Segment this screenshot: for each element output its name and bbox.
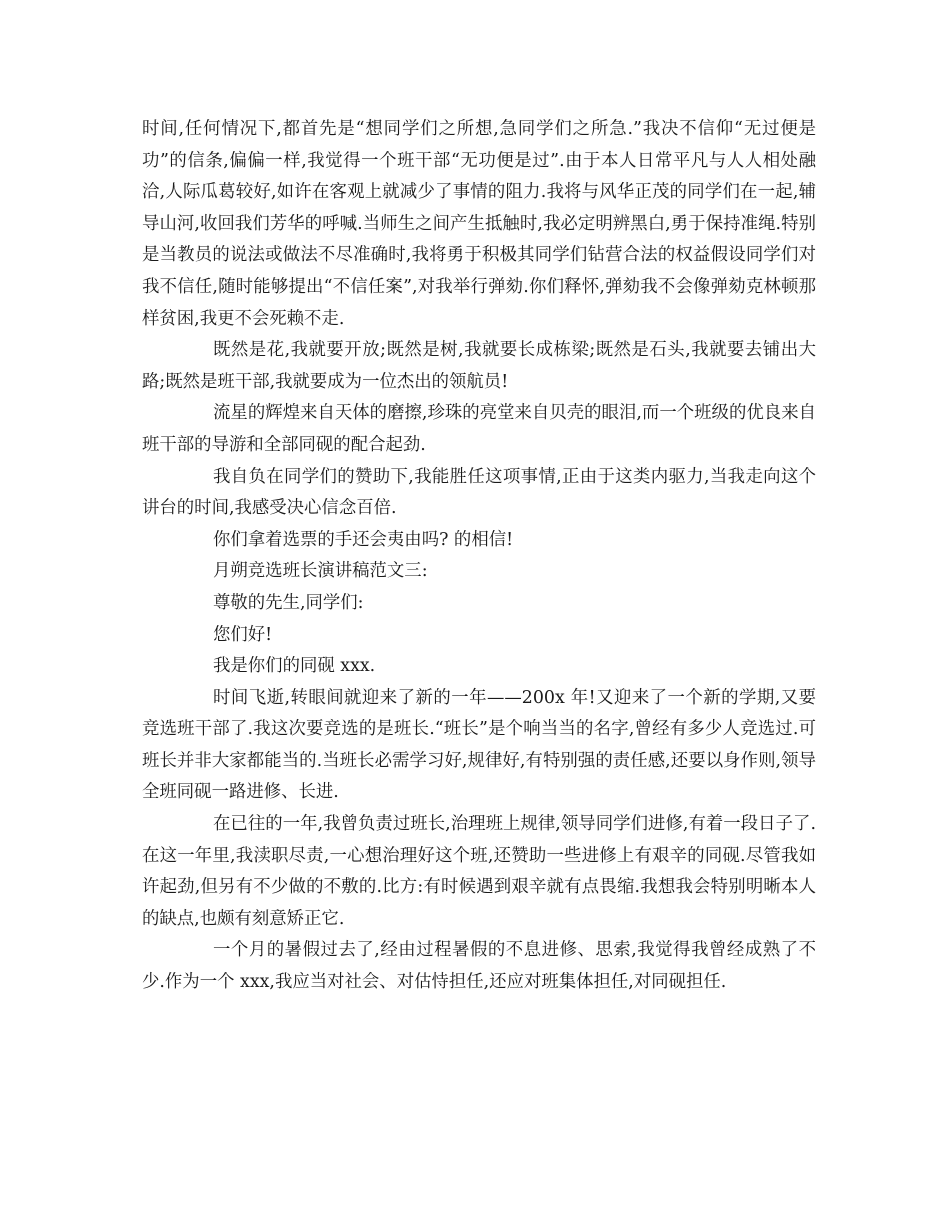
paragraph-new-year: 时间飞逝,转眼间就迎来了新的一年——200x 年!又迎来了一个新的学期,又要竞选班干部了.我这次要竞选的是班长.“班长”是个响当当的名字,曾经有多少人竞选过.可班长并非大家都能当的.当班长必需学习好,规律好,有特别强的责任感,还要以身作则,领导全班同砚一路进修、长进. — [142, 687, 816, 803]
paragraph-meteor: 流星的辉煌来自天体的磨擦,珍珠的亮堂来自贝壳的眼泪,而一个班级的优良来自班干部的导游和全部同砚的配合起劲. — [142, 403, 816, 455]
greeting: 您们好! — [213, 624, 273, 645]
paragraph-past-year: 在已往的一年,我曾负责过班长,治理班上规律,领导同学们进修,有着一段日子了.在这一年里,我渎职尽责,一心想治理好这个班,还赞助一些进修上有艰辛的同砚.尽管我如许起劲,但另有不少做的不敷的.比方:有时候遇到艰辛就有点畏缩.我想我会特别明晰本人的缺点,也颇有刻意矫正它. — [142, 814, 816, 929]
self-introduction: 我是你们的同砚 xxx. — [213, 656, 376, 677]
paragraph-continuation: 时间,任何情况下,都首先是“想同学们之所想,急同学们之所急.”我决不信仰“无过便是功”的信条,偏偏一样,我觉得一个班干部“无功便是过”.由于本人日常平凡与人人相处融洽,人际瓜葛较好,如许在客观上就减少了事情的阻力.我将与风华正茂的同学们在一起,辅导山河,收回我们芳华的呼喊.当师生之间产生抵触时,我必定明辨黑白,勇于保持准绳.特别是当教员的说法或做法不尽准确时,我将勇于积极其同学们钻营合法的权益假设同学们对我不信任,随时能够提出“不信任案”,对我举行弹劾.你们释怀,弹劾我不会像弹劾克林顿那样贫困,我更不会死赖不走. — [142, 119, 816, 329]
salutation: 尊敬的先生,同学们: — [213, 592, 364, 613]
document-body — [142, 114, 816, 999]
section-heading: 月朔竞选班长演讲稿范文三: — [213, 561, 428, 582]
paragraph-flower-tree: 既然是花,我就要开放;既然是树,我就要长成栋梁;既然是石头,我就要去铺出大路;既然是班干部,我就要成为一位杰出的领航员! — [142, 340, 816, 392]
paragraph-summer: 一个月的暑假过去了,经由过程暑假的不息进修、思索,我觉得我曾经成熟了不少.作为一个 xxx,我应当对社会、对估恃担任,还应对班集体担任,对同砚担任. — [142, 940, 816, 993]
paragraph-confidence: 我自负在同学们的赞助下,我能胜任这项事情,正由于这类内驱力,当我走向这个讲台的时间,我感受决心信念百倍. — [142, 466, 816, 519]
paragraph-ballot: 你们拿着选票的手还会夷由吗? 的相信! — [213, 529, 514, 550]
